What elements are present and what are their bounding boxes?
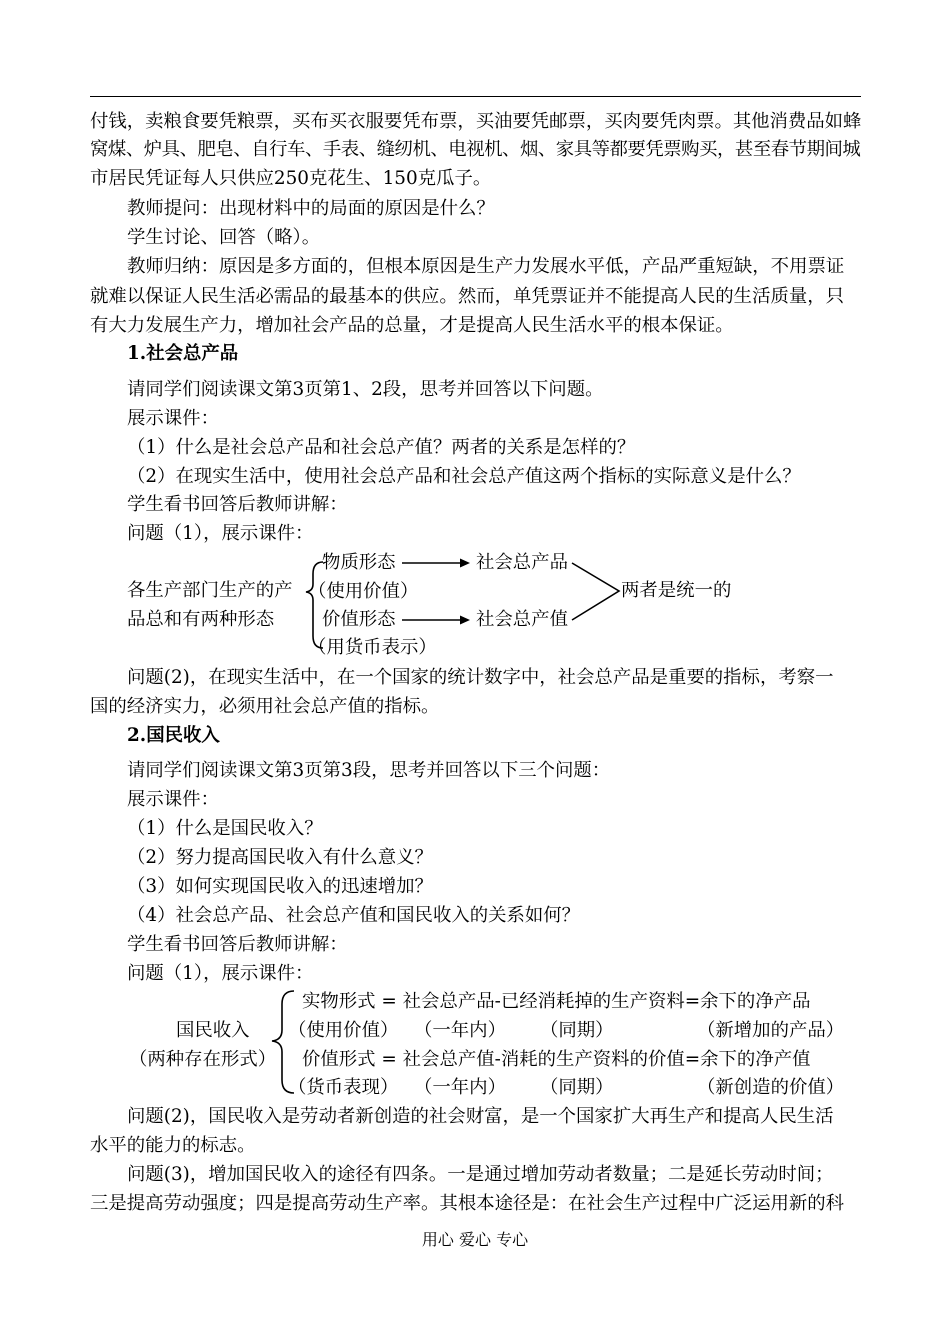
text-line: 教师提问：出现材料中的局面的原因是什么？ bbox=[127, 198, 495, 219]
section-heading-1: 1.社会总产品 bbox=[127, 343, 239, 364]
diagram2-left-2: （两种存在形式） bbox=[129, 1049, 277, 1070]
text-line: 窝煤、炉具、肥皂、自行车、手表、缝纫机、电视机、烟、家具等都要凭票购买，甚至春节期间城 bbox=[90, 139, 861, 160]
text-line: 问题(2)，在现实生活中，在一个国家的统计数字中，社会总产品是重要的指标，考察一 bbox=[127, 667, 834, 688]
diagram2-row2-b: （一年内） bbox=[414, 1020, 506, 1041]
text-line: （3）如何实现国民收入的迅速增加？ bbox=[127, 876, 433, 897]
diagram1-total-product: 社会总产品 bbox=[476, 552, 568, 573]
diagram1-value-form: 价值形态 bbox=[322, 609, 396, 630]
text-line: 展示课件： bbox=[127, 408, 219, 429]
diagram1-use-value: （使用价值） bbox=[308, 581, 419, 602]
diagram1-left-1: 各生产部门生产的产 bbox=[127, 580, 293, 601]
text-line: 市居民凭证每人只供应250克花生、150克瓜子。 bbox=[90, 168, 492, 189]
diagram2-row1: 实物形式 = 社会总产品-已经消耗掉的生产资料=余下的净产品 bbox=[302, 991, 811, 1012]
section-heading-2: 2.国民收入 bbox=[127, 725, 220, 746]
text-line: 国的经济实力，必须用社会总产值的指标。 bbox=[90, 696, 440, 717]
brace-2-icon bbox=[272, 991, 294, 1093]
text-line: 请同学们阅读课文第3页第1、2段，思考并回答以下问题。 bbox=[127, 379, 604, 400]
text-line: 展示课件： bbox=[127, 789, 219, 810]
text-line: 水平的能力的标志。 bbox=[90, 1135, 256, 1156]
page-footer: 用心 爱心 专心 bbox=[421, 1230, 529, 1249]
diagram2-row2-c: （同期） bbox=[540, 1020, 614, 1041]
text-line: 问题(2)，国民收入是劳动者新创造的社会财富，是一个国家扩大再生产和提高人民生活 bbox=[127, 1106, 834, 1127]
text-line: 教师归纳：原因是多方面的，但根本原因是生产力发展水平低，产品严重短缺，不用票证 bbox=[127, 256, 845, 277]
text-line: （1）什么是国民收入？ bbox=[127, 818, 323, 839]
text-line: 就难以保证人民生活必需品的最基本的供应。然而，单凭票证并不能提高人民的生活质量，只 bbox=[90, 286, 845, 307]
diagram1-unified: 两者是统一的 bbox=[621, 580, 732, 601]
diagram2-row4-b: （一年内） bbox=[414, 1077, 506, 1098]
text-line: （2）在现实生活中，使用社会总产品和社会总产值这两个指标的实际意义是什么？ bbox=[127, 466, 801, 487]
text-line: 学生讨论、回答（略）。 bbox=[127, 227, 321, 248]
diagram2-row3: 价值形式 = 社会总产值-消耗的生产资料的价值=余下的净产值 bbox=[302, 1049, 811, 1070]
text-line: （4）社会总产品、社会总产值和国民收入的关系如何？ bbox=[127, 905, 581, 926]
diagram2-row4-d: （新创造的价值） bbox=[697, 1077, 845, 1098]
diagram2-row2-d: （新增加的产品） bbox=[697, 1020, 845, 1041]
diagram2-left-1: 国民收入 bbox=[176, 1020, 250, 1041]
text-line: 学生看书回答后教师讲解： bbox=[127, 934, 348, 955]
diagram1-left-2: 品总和有两种形态 bbox=[127, 609, 275, 630]
text-line: 问题（1），展示课件： bbox=[127, 963, 314, 984]
diagram1-total-value: 社会总产值 bbox=[476, 609, 568, 630]
diagram2-row2-a: （使用价值） bbox=[288, 1020, 399, 1041]
text-line: 问题（1），展示课件： bbox=[127, 523, 314, 544]
text-line: 付钱，卖粮食要凭粮票，买布买衣服要凭布票，买油要凭邮票，买肉要凭肉票。其他消费品如蜂 bbox=[90, 111, 862, 132]
text-line: 有大力发展生产力，增加社会产品的总量，才是提高人民生活水平的根本保证。 bbox=[90, 315, 734, 336]
text-line: 学生看书回答后教师讲解： bbox=[127, 494, 348, 515]
text-line: 三是提高劳动强度；四是提高劳动生产率。其根本途径是：在社会生产过程中广泛运用新的科 bbox=[90, 1193, 845, 1214]
diagram1-material-form: 物质形态 bbox=[322, 552, 396, 573]
diagram1-currency: （用货币表示） bbox=[308, 637, 437, 658]
text-line: 问题(3)，增加国民收入的途径有四条。一是通过增加劳动者数量；二是延长劳动时间； bbox=[127, 1164, 834, 1185]
text-line: 请同学们阅读课文第3页第3段，思考并回答以下三个问题： bbox=[127, 760, 611, 781]
diagram2-row4-a: （货币表现） bbox=[288, 1077, 399, 1098]
text-line: （2）努力提高国民收入有什么意义？ bbox=[127, 847, 433, 868]
text-line: （1）什么是社会总产品和社会总产值？两者的关系是怎样的？ bbox=[127, 437, 636, 458]
diagram2-row4-c: （同期） bbox=[540, 1077, 614, 1098]
